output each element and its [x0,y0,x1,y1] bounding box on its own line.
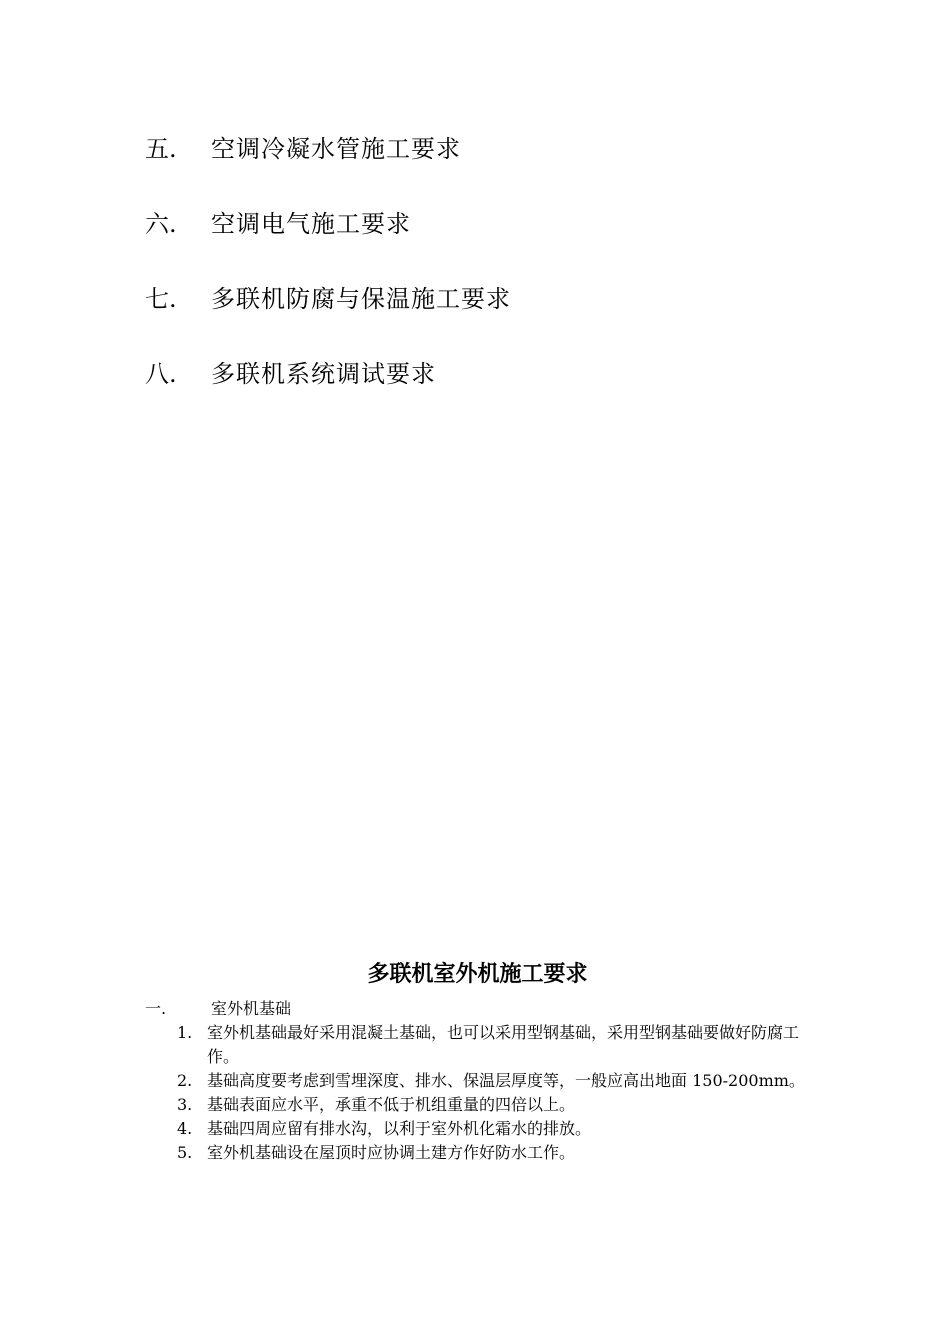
list-item-text: 基础表面应水平，承重不低于机组重量的四倍以上。 [207,1095,576,1114]
section-title: 多联机室外机施工要求 [367,961,588,987]
list-item-number: 1. [177,1023,193,1042]
toc-item-number: 六. [145,210,177,238]
list-item [145,1093,810,1117]
toc-item-number: 七. [145,285,177,313]
list-item-text: 室外机基础最好采用混凝土基础，也可以采用型钢基础，采用型钢基础要做好防腐工作。 [207,1023,800,1066]
toc-item [145,355,845,430]
list-item [145,1141,810,1165]
toc-item [145,130,845,205]
toc-item-number: 八. [145,360,177,388]
table-of-contents [145,130,845,430]
subsection-label: 室外机基础 [211,999,292,1018]
list-item-text: 基础四周应留有排水沟，以利于室外机化霜水的排放。 [207,1119,592,1138]
list-item-text: 基础高度要考虑到雪埋深度、排水、保温层厚度等，一般应高出地面 150-200mm。 [207,1071,805,1090]
list-item-number: 2. [177,1071,193,1090]
toc-item-label: 空调电气施工要求 [211,210,411,238]
list-item-number: 5. [177,1143,193,1162]
list-item [145,1117,810,1141]
list-item-number: 4. [177,1119,193,1138]
toc-item-label: 多联机系统调试要求 [211,360,436,388]
list-item-text: 室外机基础设在屋顶时应协调土建方作好防水工作。 [207,1143,576,1162]
subsection-heading [145,997,810,1021]
toc-item-label: 空调冷凝水管施工要求 [211,135,461,163]
list-item [145,1069,810,1093]
toc-item-label: 多联机防腐与保温施工要求 [211,285,511,313]
toc-item [145,205,845,280]
toc-item-number: 五. [145,135,177,163]
requirements-list [145,1021,810,1165]
subsection-number: 一. [145,999,167,1018]
list-item [145,1021,810,1069]
toc-item [145,280,845,355]
list-item-number: 3. [177,1095,193,1114]
outdoor-unit-section [145,955,810,1165]
